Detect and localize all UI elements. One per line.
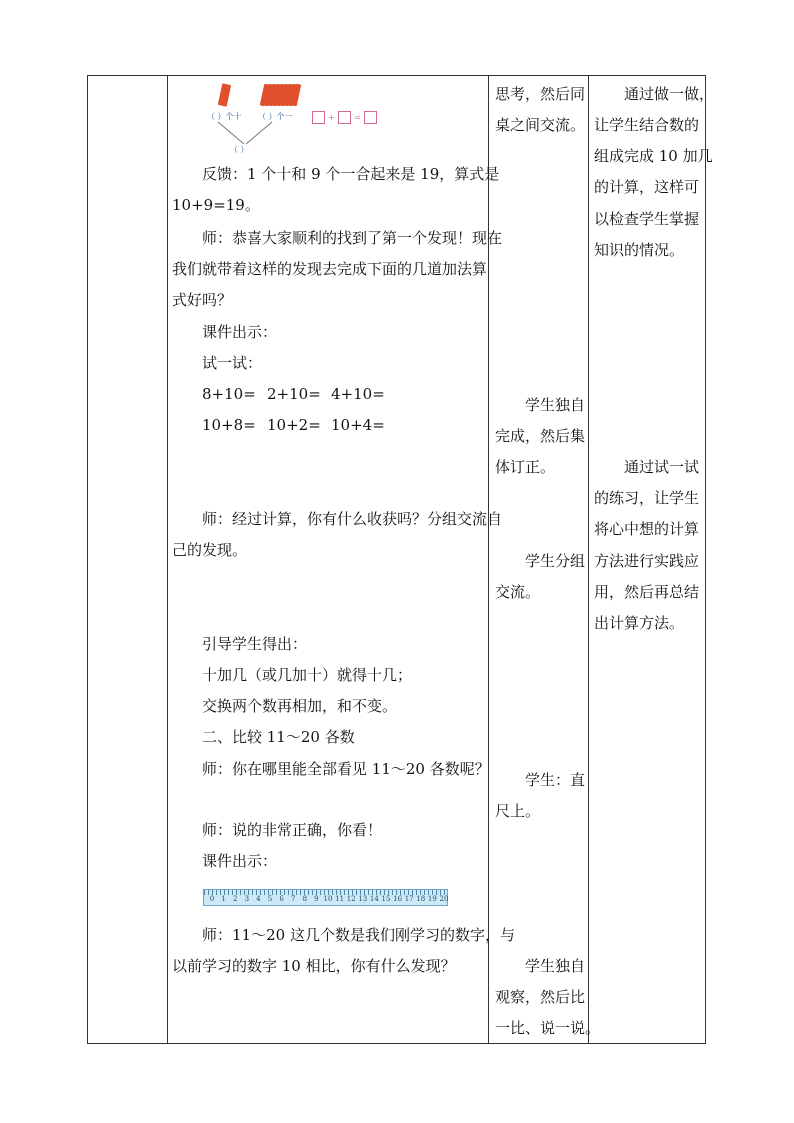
ruler-number: 6 (279, 895, 284, 903)
student-line: 交流。 (495, 583, 541, 601)
plus-sign: + (328, 113, 335, 122)
teaching-line: 己的发现。 (172, 541, 248, 559)
exercise: 8+10= (202, 385, 256, 403)
answer-box (364, 111, 377, 124)
intent-line: 让学生结合数的 (594, 116, 700, 134)
teaching-line: 反馈：1 个十和 9 个一合起来是 19，算式是 (202, 165, 500, 183)
teaching-line: 以前学习的数字 10 相比，你有什么发现？ (172, 957, 456, 975)
teaching-line: 试一试： (202, 354, 263, 372)
intent-line: 知识的情况。 (594, 241, 685, 259)
intent-line: 的计算，这样可 (594, 178, 700, 196)
intent-line: 方法进行实践应 (594, 552, 700, 570)
teaching-line: 课件出示： (202, 323, 278, 341)
exercise: 4+10= (331, 385, 385, 403)
ruler-number: 5 (267, 895, 273, 903)
column-divider (167, 76, 168, 1043)
sum-label: （ ） (230, 145, 249, 154)
exercise: 10+8= (202, 416, 256, 434)
combine-lines (210, 120, 280, 148)
intent-line: 通过做一做， (624, 85, 715, 103)
teaching-line: 式好吗？ (172, 291, 233, 309)
ruler-number: 19 (427, 895, 437, 903)
intent-line: 用，然后再总结 (594, 583, 700, 601)
student-line: 完成，然后集 (495, 427, 586, 445)
ruler-number: 18 (416, 895, 426, 903)
intent-line: 的练习，让学生 (594, 489, 700, 507)
teaching-line: 师：恭喜大家顺利的找到了第一个发现！现在 (202, 229, 503, 247)
student-line: 观察，然后比 (495, 988, 586, 1006)
equals-sign: = (354, 113, 361, 122)
answer-box (312, 111, 325, 124)
teaching-line: 十加几（或几加十）就得十几； (202, 666, 413, 684)
student-line: 尺上。 (495, 802, 541, 820)
exercise: 10+2= (267, 416, 321, 434)
intent-line: 组成完成 10 加几 (594, 147, 713, 165)
intent-line: 以检查学生掌握 (594, 210, 700, 228)
student-line: 学生：直 (525, 771, 586, 789)
ruler-image (203, 889, 448, 906)
student-line: 体订正。 (495, 458, 556, 476)
teaching-line: 课件出示： (202, 852, 278, 870)
teaching-line: 10+9=19。 (172, 196, 260, 214)
teaching-line: 师：经过计算，你有什么收获吗？分组交流自 (202, 510, 503, 528)
section-heading: 二、比较 11～20 各数 (202, 728, 355, 746)
student-line: 学生独自 (525, 957, 586, 975)
teaching-line: 引导学生得出： (202, 635, 308, 653)
ruler-number: 16 (393, 895, 403, 903)
intent-line: 通过试一试 (624, 458, 700, 476)
teaching-line: 师：11～20 这几个数是我们刚学习的数字，与 (202, 926, 515, 944)
tens-label: （ ）个十 (207, 112, 242, 121)
ruler-number: 20 (439, 895, 449, 903)
ruler-number: 14 (369, 895, 379, 903)
ruler-number: 11 (335, 895, 345, 903)
student-line: 思考，然后同 (495, 85, 586, 103)
teaching-line: 交换两个数再相加，和不变。 (202, 697, 398, 715)
column-divider (488, 76, 489, 1043)
intent-line: 将心中想的计算 (594, 520, 700, 538)
ruler-number: 8 (302, 895, 308, 903)
ruler-number: 10 (323, 895, 333, 903)
ruler-number: 12 (346, 895, 356, 903)
ruler-number: 9 (314, 895, 319, 903)
student-line: 桌之间交流。 (495, 116, 586, 134)
teaching-line: 师：说的非常正确，你看！ (202, 821, 383, 839)
student-line: 一比、说一说。 (495, 1019, 601, 1037)
teaching-line: 师：你在哪里能全部看见 11～20 各数呢？ (202, 760, 490, 778)
ruler-number: 17 (404, 895, 414, 903)
ruler-number: 0 (209, 895, 215, 903)
teaching-line: 我们就带着这样的发现去完成下面的几道加法算 (172, 260, 488, 278)
ruler-number: 13 (358, 895, 368, 903)
student-line: 学生独自 (525, 396, 586, 414)
ruler-number: 2 (232, 895, 238, 903)
ruler-number: 15 (381, 895, 391, 903)
student-line: 学生分组 (525, 552, 586, 570)
exercise: 2+10= (267, 385, 321, 403)
ruler-number: 7 (290, 895, 296, 903)
ones-label: （ ）个一 (258, 112, 293, 121)
ruler-number: 1 (221, 895, 226, 903)
intent-line: 出计算方法。 (594, 614, 685, 632)
answer-box (338, 111, 351, 124)
ruler-number: 3 (244, 895, 250, 903)
ruler-number: 4 (256, 895, 261, 903)
exercise: 10+4= (331, 416, 385, 434)
column-divider (588, 76, 589, 1043)
